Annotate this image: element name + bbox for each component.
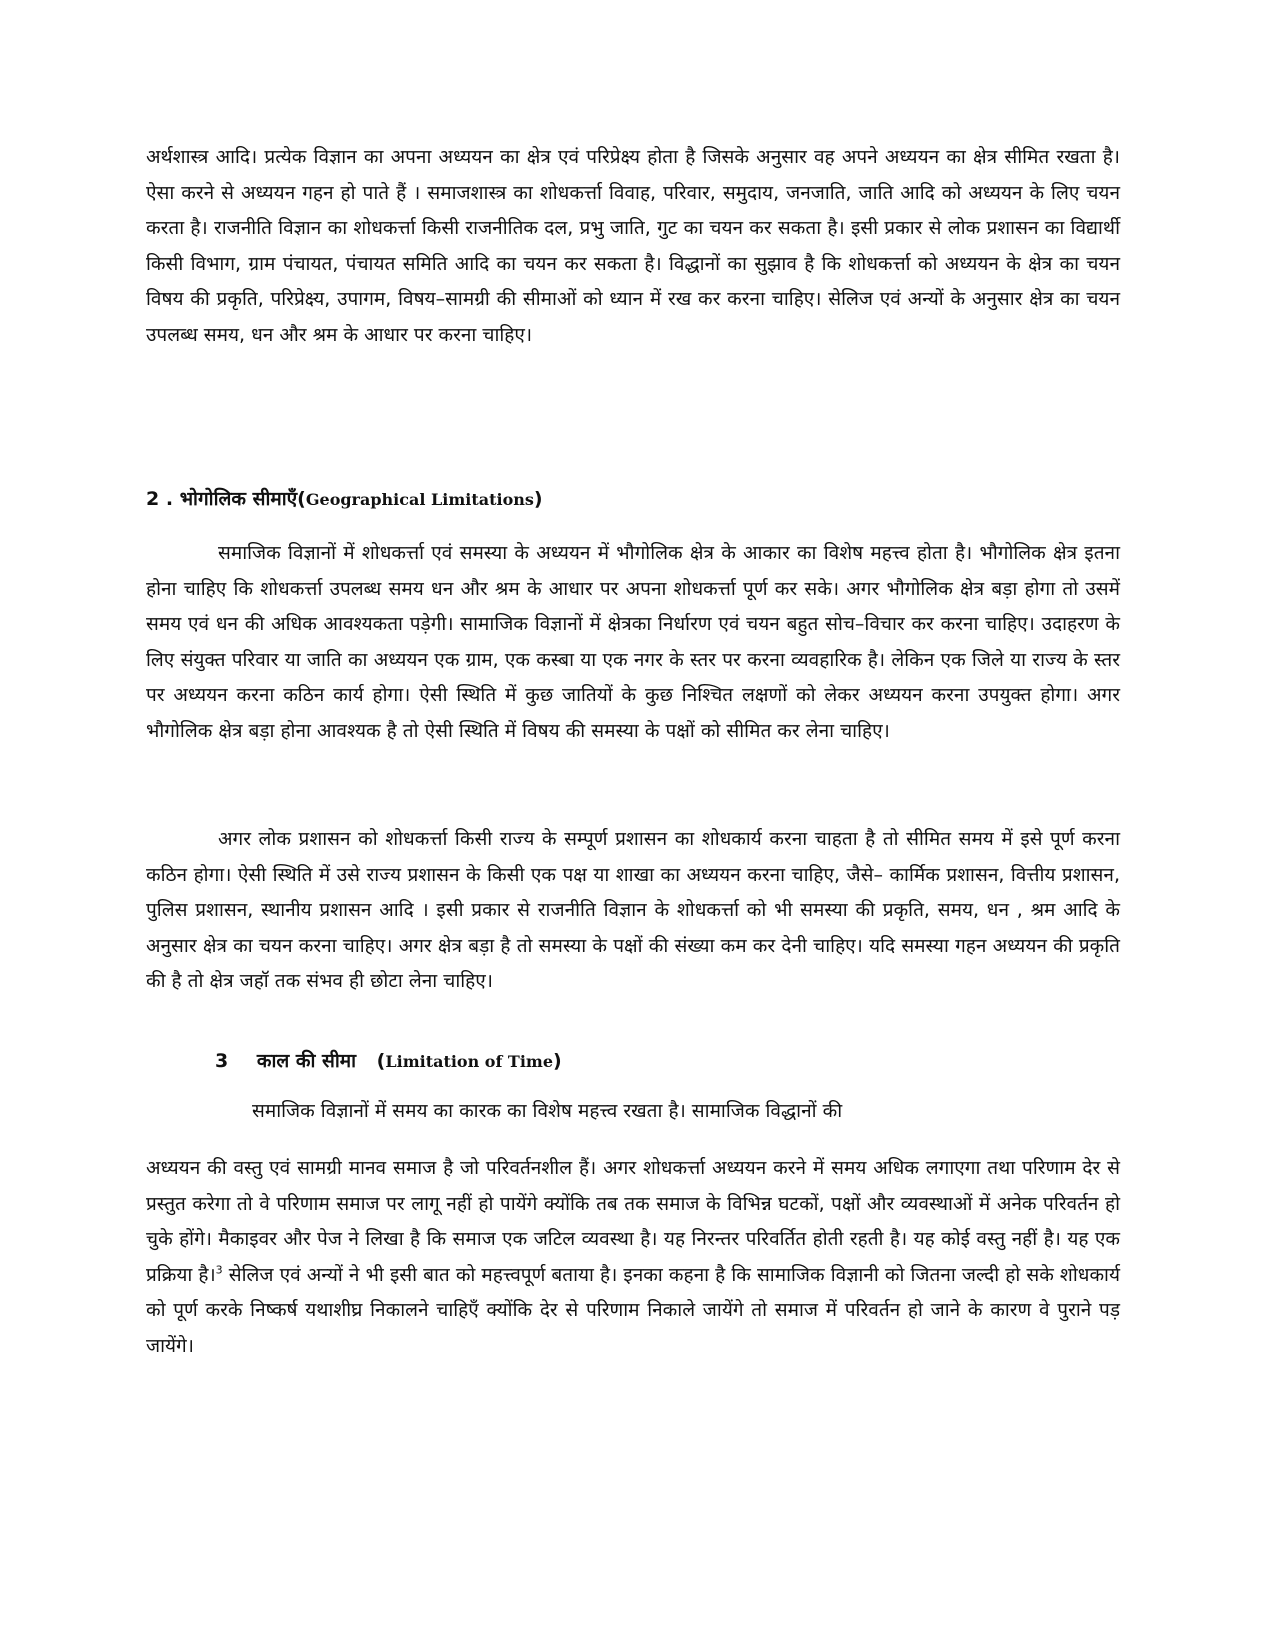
heading-english-text: Geographical Limitations [305,490,534,509]
paragraph-text: सेलिज एवं अन्यों ने भी इसी बात को महत्त्वपूर्ण बताया है। इनका कहना है कि सामाजिक विज्ञानी को जितना जल्दी हो सके शोधकार्य को पूर्ण करके निष्कर्ष यथाशीघ्र निकालने चाहिएँ क्योंकि देर से परिणाम निकाले जायेंगे तो समाज में परिवर्तन हो जाने के कारण वे पुराने पड़ जायेंगे। [146,1263,1120,1357]
heading-hindi-text: भोगोलिक सीमाएँ( [179,488,306,510]
paragraph-time-factor [146,1151,1120,1364]
section-heading-geographical-limitations [146,484,543,515]
heading-english-text: Limitation of Time [385,1052,554,1071]
paragraph-text: अध्ययन की वस्तु एवं सामग्री मानव समाज है जो परिवर्तनशील हैं। अगर शोधकर्त्ता अध्ययन करने में समय अधिक लगाएगा तथा परिणाम देर से प्रस्तुत करेगा तो वे परिणाम समाज पर लागू नहीं हो पायेंगे क्योंकि तब तक समाज के विभिन्न घटकों, पक्षों और व्यवस्थाओं में अनेक परिवर्तन हो चुके होंगे। मैकाइवर और पेज ने लिखा है कि समाज एक जटिल व्यवस्था है। यह निरन्तर परिवर्तित होती रहती है। यह कोई वस्तु नहीं है। यह एक प्रक्रिया है। [146,1157,1120,1286]
paragraph-field-selection: अर्थशास्त्र आदि। प्रत्येक विज्ञान का अपना अध्ययन का क्षेत्र एवं परिप्रेक्ष्य होता है जिसके अनुसार वह अपने अध्ययन का क्षेत्र सीमित रखता है। ऐसा करने से अध्ययन गहन हो पाते हैं । समाजशास्त्र का शोधकर्त्ता विवाह, परिवार, समुदाय, जनजाति, जाति आदि को अध्ययन के लिए चयन करता है। राजनीति विज्ञान का शोधकर्त्ता किसी राजनीतिक दल, प्रभु जाति, गुट का चयन कर सकता है। इसी प्रकार से लोक प्रशासन का विद्यार्थी किसी विभाग, ग्राम पंचायत, पंचायत समिति आदि का चयन कर सकता है। विद्धानों का सुझाव है कि शोधकर्त्ता को अध्ययन के क्षेत्र का चयन विषय की प्रकृति, परिप्रेक्ष्य, उपागम, विषय–सामग्री की सीमाओं को ध्यान में रख कर करना चाहिए। सेलिज एवं अन्यों के अनुसार क्षेत्र का चयन उपलब्ध समय, धन और श्रम के आधार पर करना चाहिए। [146,146,1121,346]
heading-number: 3 [215,1050,229,1072]
heading-open-paren: ( [376,1050,386,1072]
heading-hindi-text: काल की सीमा [256,1050,357,1072]
paragraph-public-administration: अगर लोक प्रशासन को शोधकर्त्ता किसी राज्य के सम्पूर्ण प्रशासन का शोधकार्य करना चाहता है तो सीमित समय में इसे पूर्ण करना कठिन होगा। ऐसी स्थिति में उसे राज्य प्रशासन के किसी एक पक्ष या शाखा का अध्ययन करना चाहिए, जैसे– कार्मिक प्रशासन, वित्तीय प्रशासन, पुलिस प्रशासन, स्थानीय प्रशासन आदि । इसी प्रकार से राजनीति विज्ञान के शोधकर्त्ता को भी समस्या की प्रकृति, समय, धन , श्रम आदि के अनुसार क्षेत्र का चयन करना चाहिए। अगर क्षेत्र बड़ा है तो समस्या के पक्षों की संख्या कम कर देनी चाहिए। यदि समस्या गहन अध्ययन की प्रकृति की है तो क्षेत्र जहॉ तक संभव ही छोटा लेना चाहिए। [146,828,1120,992]
paragraph-geographical-area: समाजिक विज्ञानों में शोधकर्त्ता एवं समस्या के अध्ययन में भौगोलिक क्षेत्र के आकार का विशेष महत्त्व होता है। भौगोलिक क्षेत्र इतना होना चाहिए कि शोधकर्त्ता उपलब्ध समय धन और श्रम के आधार पर अपना शोधकर्त्ता पूर्ण कर सके। अगर भौगोलिक क्षेत्र बड़ा होगा तो उसमें समय एवं धन की अधिक आवश्यकता पड़ेगी। सामाजिक विज्ञानों में क्षेत्रका निर्धारण एवं चयन बहुत सोच–विचार कर करना चाहिए। उदाहरण के लिए संयुक्त परिवार या जाति का अध्ययन एक ग्राम, एक कस्बा या एक नगर के स्तर पर करना व्यवहारिक है। लेकिन एक जिले या राज्य के स्तर पर अध्ययन करना कठिन कार्य होगा। ऐसी स्थिति में कुछ जातियों के कुछ निश्चित लक्षणों को लेकर अध्ययन करना उपयुक्त होगा। अगर भौगोलिक क्षेत्र बड़ा होना आवश्यक है तो ऐसी स्थिति में विषय की समस्या के पक्षों को सीमित कर लेना चाहिए। [146,542,1120,742]
heading-close-paren: ) [553,1050,562,1072]
heading-close-paren: ) [533,488,543,510]
paragraph-time-intro: समाजिक विज्ञानों में समय का कारक का विशेष महत्त्व रखता है। सामाजिक विद्धानों की [252,1100,843,1122]
section-heading-limitation-of-time [215,1046,562,1077]
footnote-reference: 3 [215,1263,223,1277]
heading-number: 2 . [146,488,174,510]
